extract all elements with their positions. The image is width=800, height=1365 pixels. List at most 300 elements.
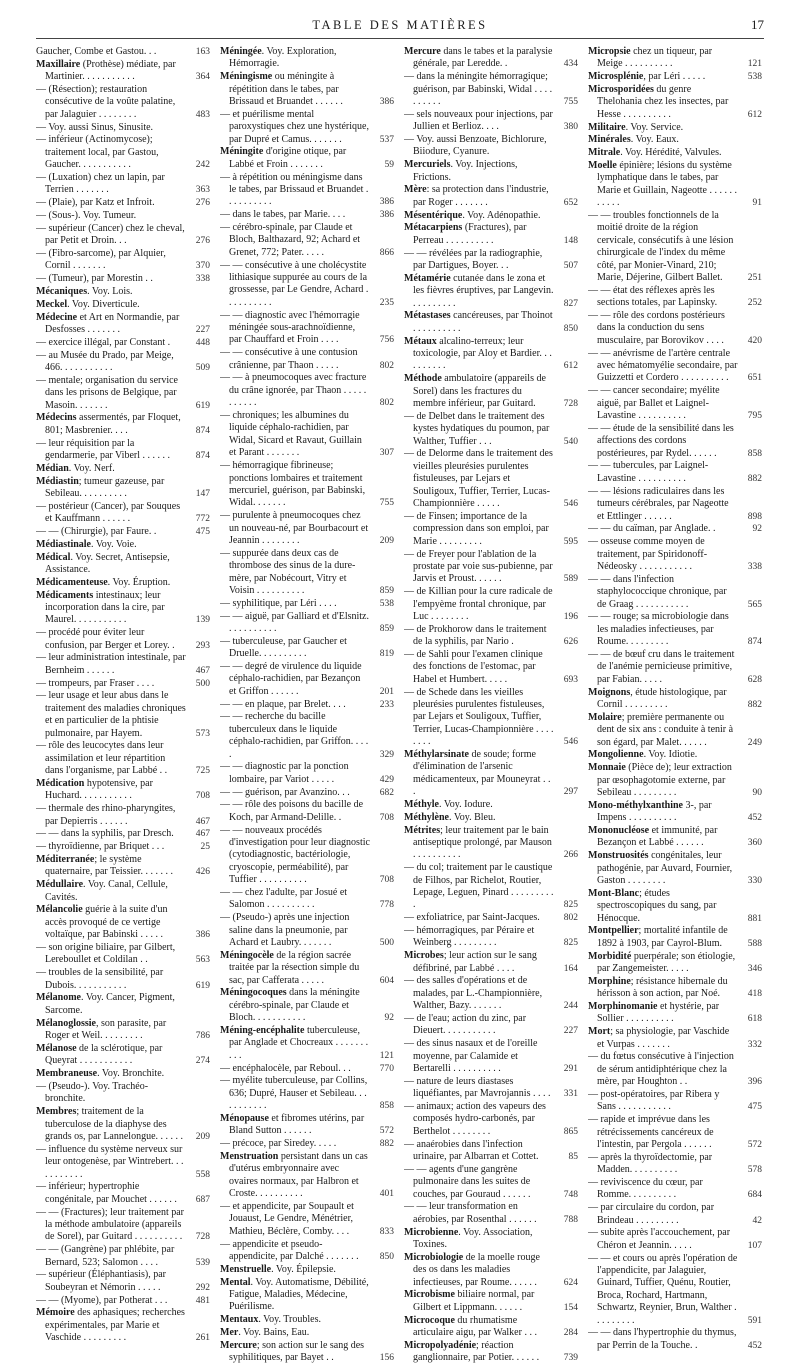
page-reference: 452 [747,1340,762,1351]
index-entry-text: — de Schede dans les vieilles pleurésies purulentes fistuleuses, par Lejars et Souligoux, Tuffier, Terrier, Lucas-Championnière . . . . . . . . [404,686,554,748]
index-entry-text: . Voy. Service. [625,121,684,133]
page-reference: 92 [752,524,762,535]
page-reference: 360 [747,838,762,849]
index-headword: Mort [588,1026,611,1038]
index-columns [36,46,764,1365]
index-entry-text: — des sinus nasaux et de l'oreille moyenne, par Calamide et Bertarelli . . . . . . . . . . [404,1038,538,1075]
index-entry-text: — (Pseudo-) après une injection saline dans la pneumonie, par Achard et Laubry. . . . . . . [220,912,350,948]
index-entry-text: — — aiguë, par Galliard et d'Elsnitz. . . . . . . . . . . [220,610,369,634]
index-entry [36,273,210,285]
index-entry-text: 3-, par Impens . . . . . . . . . . [597,799,712,824]
index-entry-text: — supérieur (Éléphantiasis), par Soubeyran et Némorin . . . . . [36,1269,166,1293]
index-entry-text: — du col; traitement par le caustique de Filhos, par Richelot, Routier, Lepage, Leguen, Pinard . . . . . . . . . . [404,862,554,911]
index-headword: Mer [220,1327,239,1339]
index-headword: Monstruosités [588,850,649,862]
index-entry-text: — postérieur (Cancer), par Souques et Kauffmann . . . . . . [36,500,181,525]
index-entry [36,539,210,551]
index-entry [220,222,394,259]
index-entry [404,109,578,134]
index-entry [220,46,394,71]
index-entry-text: — — nouveaux procédés d'investigation pour leur diagnostic (cytodiagnostic, bactériologie, cryoscopie, perméabilité), par Tuffier . . . . . . . . . . [220,824,370,886]
index-entry [404,1038,578,1075]
index-headword: Méningite [220,146,264,158]
index-entry-text: — de Killian pour la cure radicale de l'empyème frontal chronique, par Luc . . . . . . . . [404,586,553,622]
index-entry [36,678,210,690]
index-entry-text: . Voy. Adénopathie. [462,209,541,221]
page-reference: 651 [747,373,762,384]
page-reference: 284 [563,1328,578,1339]
page-title: TABLE DES MATIÈRES [312,18,488,32]
index-entry [404,975,578,1012]
index-entry [220,71,394,108]
index-entry [36,286,210,298]
page-reference: 833 [379,1226,394,1237]
page-reference: 147 [195,489,210,500]
index-entry [220,1277,394,1314]
index-headword: Membres [36,1106,77,1118]
index-entry [404,825,578,862]
index-entry-text: — (Fibro-sarcome), par Alquier, Cornil . . . . . . . [36,248,166,272]
index-column-1 [36,46,210,1365]
page-reference: 156 [379,1353,394,1364]
index-entry [588,951,762,976]
index-entry-text: de la sclérotique, par Queyrat . . . . . . . . . . . [45,1042,163,1067]
index-entry [588,486,762,523]
index-entry [588,749,762,761]
index-entry-text: chez un tiqueur, par Meige . . . . . . . . . . [597,46,713,70]
page-reference: 881 [747,913,762,924]
page-reference: 546 [563,737,578,748]
index-entry [220,987,394,1024]
page-header [36,14,764,39]
index-entry [404,511,578,548]
index-entry-text: — tuberculeuse, par Gaucher et Druelle. . . . . . . . . . [220,635,347,660]
index-entry-text: — post-opératoires, par Ribera y Sans . . . . . . . . . . . [588,1089,720,1113]
index-entry [220,699,394,711]
index-entry [404,134,578,159]
index-headword: Méningocèle [220,949,274,961]
page-reference: 825 [563,938,578,949]
index-entry-text: cutanée dans le zona et les fièvres éruptives, par Langevin. . . . . . . . . . [413,272,554,309]
index-headword: Mélanoglossie [36,1017,96,1029]
index-headword: Mélanome [36,992,81,1004]
index-entry-text: — Voy. aussi Benzoate, Bichlorure, Biiodure, Cyanure. [404,134,547,158]
page-reference: 858 [379,1101,394,1112]
index-entry-text: — de Finsen; importance de la compression dans son emploi, par Marie . . . . . . . . . [404,510,549,547]
index-entry-text: persistant dans un cas d'utérus embryonnaire avec ovaires normaux, par Halbron et Croste. . . . . . . . . . [229,1151,368,1200]
index-entry-text: du genre Thelohania chez les insectes, par Hesse . . . . . . . . . . [597,84,729,120]
index-entry [588,712,762,749]
index-entry-text: — — étude de la sensibilité dans les affections des cordons postérieures, par Rydel. . . . . . [588,422,734,459]
index-entry-text: — thyroïdienne, par Briquet . . . [36,841,165,853]
page-reference: 139 [195,615,210,626]
index-entry-text: : sa protection dans l'industrie, par Roger . . . . . . . [413,184,549,208]
page-reference: 537 [379,134,394,145]
page-reference: 475 [747,1102,762,1113]
index-headword: Méningocoques [220,987,287,999]
index-entry [220,347,394,372]
index-entry [588,1253,762,1327]
page-reference: 396 [747,1077,762,1088]
index-entry [220,1314,394,1326]
index-headword: Mélancolie [36,904,83,916]
page-reference: 386 [379,97,394,108]
index-entry [588,423,762,460]
index-headword: Méning-encéphalite [220,1025,305,1037]
index-entry [36,690,210,740]
index-headword: Molaire [588,711,622,723]
index-entry-text: ; leur traitement par le bain antiseptique prolongé, par Mauson . . . . . . . . . . [413,824,552,861]
page-reference: 708 [379,812,394,823]
index-entry [36,1018,210,1043]
index-entry [220,209,394,221]
index-headword: Micropolyadénie [404,1339,477,1351]
index-entry-text: de soude; forme d'élimination de l'arsenic médicamenteux, par Mouneyrat . . . [413,748,551,798]
index-entry [220,598,394,610]
page-reference: 500 [379,938,394,948]
index-entry [220,1327,394,1339]
index-entry [588,1001,762,1026]
index-entry-text: . Voy. Lois. [87,286,133,298]
index-entry [588,1327,762,1352]
index-entry [36,1295,210,1307]
index-entry [36,1307,210,1344]
page-reference: 618 [747,1014,762,1025]
index-entry-text: — supérieur (Cancer) chez le cheval, par Petit et Droin. . . [36,222,185,247]
page-reference: 882 [379,1139,394,1150]
page-reference: 363 [195,185,210,196]
index-entry-text: — nature de leurs diastases liquéfiantes, par Mavrojannis . . . . [404,1075,551,1100]
page-reference: 475 [195,527,210,538]
index-entry [404,222,578,247]
index-entry-text: — de l'eau; action du zinc, par Dieuert. . . . . . . . . . . [404,1013,527,1037]
page-reference: 380 [563,122,578,133]
index-entry-text: ; études spectroscopiques du sang, par Hénocque. [597,887,717,924]
index-headword: Ménopause [220,1113,269,1125]
index-entry-text: — (Luxation) chez un lapin, par Terrien . . . . . . . [36,172,165,196]
index-entry [404,1252,578,1289]
index-entry [36,1207,210,1244]
page-reference: 154 [563,1302,578,1313]
index-entry-text: — troubles de la sensibilité, par Dubois. . . . . . . . . . . [36,967,164,991]
index-entry-text: dans le tabes et la paralysie générale, par Leredde. . [413,46,553,70]
index-entry [588,649,762,686]
index-entry-text: — rôle des leucocytes dans leur assimilation et leur répartition dans l'organisme, par Labbé . . [36,740,168,777]
index-entry [220,1151,394,1201]
index-headword: Médecins [36,412,77,424]
index-entry [588,1089,762,1114]
page-reference: 338 [195,274,210,285]
index-entry-text: (Fractures), par Perreau . . . . . . . . . . [413,222,527,246]
index-entry [588,84,762,121]
index-headword: Microcoque [404,1314,455,1326]
index-entry [404,184,578,209]
page-reference: 591 [747,1315,762,1326]
page-reference: 756 [379,335,394,346]
index-entry-text: — — et cours ou après l'opération de l'appendicite, par Jalaguier, Guinard, Tuffier, Quénu, Routier, Broca, Rochard, Hartmann, Schwartz, Reynier, Brun, Walther . . . . . . . . . [588,1252,738,1326]
index-entry [220,787,394,799]
index-headword: Médicaments [36,589,94,601]
index-entry-text: — — (Chirurgie), par Faure. . [36,526,157,538]
index-entry [220,799,394,824]
index-entry [36,1269,210,1294]
index-entry-text: — animaux; action des vapeurs des composés hydro-carbonés, par Berthelot . . . . . . . . [404,1101,546,1137]
index-entry-text: — — rôle des poisons du bacille de Koch, par Armand-Delille. . [220,799,364,823]
index-entry-text: — purulente à pneumocoques chez un nouveau-né, par Bourbacourt et Jeannin . . . . . . . . [220,510,369,546]
index-entry-text: — — cancer secondaire; myélite aiguë, par Ballet et Laignel-Lavastine . . . . . . . . . . [588,385,720,422]
index-entry-text: — myélite tuberculeuse, par Collins, 636; Dupré, Hauser et Sebileau. . . . . . . . . . . [220,1075,368,1112]
page-reference: 293 [195,640,210,651]
index-entry-text: guérie à la suite d'un accès provoqué de ce vertige voltaïque, par Babinski . . . . . [45,904,168,941]
index-entry-text: — syphilitique, par Léri . . . . [220,597,337,609]
index-entry-text: — — de bœuf cru dans le traitement de l'anémie pernicieuse primitive, par Fabian. . . . . [588,648,735,685]
page-reference: 850 [379,1252,394,1263]
index-entry-text: — hémorragique fibrineuse; ponctions lombaires et traitement mercuriel, guérison, par Babinski, Widal. . . . . . . [220,460,366,509]
index-entry-text: — — dans l'hypertrophie du thymus, par Perrin de la Touche. . [588,1327,737,1351]
page-reference: 725 [195,766,210,777]
index-entry [588,1026,762,1051]
index-headword: Morbidité [588,950,632,962]
page-reference: 209 [195,1131,210,1142]
page-reference: 338 [747,561,762,572]
index-entry [220,1113,394,1138]
index-headword: Médiastinale [36,538,91,550]
page-reference: 42 [752,1215,762,1226]
index-entry [404,1139,578,1164]
index-entry-text: — de Freyer pour l'ablation de la prostate par voie sus-pubienne, par Jarvis et Proust. . . . . . [404,548,553,585]
index-entry [220,372,394,409]
page-reference: 693 [563,674,578,685]
page-reference: 595 [563,536,578,547]
index-entry-text: ou méningite à répétition dans le tabes, par Brissaud et Bruandet . . . . . . [229,71,343,108]
index-entry-text: . Voy. Automatisme, Débilité, Fatigue, Maladies, Médecine, Puérilisme. [229,1276,369,1313]
page-reference: 778 [379,900,394,911]
page-reference: 626 [563,637,578,648]
index-entry-text: — par circulaire du cordon, par Brindeau . . . . . . . . . [588,1202,715,1226]
index-entry [588,1177,762,1202]
index-entry [36,904,210,941]
index-entry-text: . Voy. Bronchite. [97,1068,165,1080]
index-entry-text: — procédé pour éviter leur confusion, par Berger et Lorey. . [36,627,175,651]
page-reference: 748 [563,1189,578,1200]
index-entry-text: — — chez l'adulte, par Josué et Salomon . . . . . . . . . . [220,886,348,911]
index-entry-text: des aphasiques; recherches expérimentales, par Marie et Vaschide . . . . . . . . . [45,1307,185,1344]
index-entry [36,1043,210,1068]
index-entry-text: de la moelle rouge des os dans les maladies infectieuses, par Roume. . . . . . [413,1251,540,1288]
index-entry [588,825,762,850]
index-entry [36,84,210,121]
index-entry [220,1025,394,1062]
index-entry-text: et fibromes utérins, par Bland Sutton . . . . . . [229,1113,365,1137]
index-entry [36,412,210,437]
index-entry-text: ambulatoire (appareils de Sorel) dans les fractures du membre inférieur, par Guitard. [413,373,546,410]
page-reference: 819 [379,649,394,660]
index-headword: Mercure [404,46,441,57]
index-entry [36,967,210,992]
page-reference: 850 [563,323,578,334]
index-entry [220,1075,394,1112]
index-entry-text: et immunité, par Bezançon et Labbé . . . . . . [597,824,718,849]
index-entry-text: — appendicite et pseudo-appendicite, par Dalché . . . . . . . [220,1238,359,1263]
page-reference: 802 [379,360,394,371]
page-reference: 589 [563,574,578,585]
index-entry-text: tuberculeuse, par Anglade et Chocreaux . . . . . . . . . . [229,1025,369,1061]
index-entry-text: dans la méningite cérébro-spinale, par Claude et Bloch. . . . . . . . . . . [229,987,360,1024]
index-entry [220,636,394,661]
index-entry-text: . Voy. Épilepsie. [271,1263,336,1275]
index-entry [36,197,210,209]
index-entry-text: d'origine otique, par Labbé et Froin . . . . . . . [229,146,347,170]
index-entry [404,210,578,222]
index-entry-text: . Voy. Exploration, Hémorragie. [229,46,337,70]
index-entry-text: ; tumeur gazeuse, par Sebileau. . . . . . . . . . [45,475,165,500]
index-entry-text: ; sa physiologie, par Vaschide et Vurpas . . . . . . . [597,1026,730,1050]
index-entry [36,438,210,463]
page-reference: 332 [747,1039,762,1050]
index-entry-text: et Art en Normandie, par Desfosses . . . . . . . [45,311,180,336]
page-reference: 509 [195,363,210,374]
index-entry-text: — (Pseudo-). Voy. Trachéo-bronchite. [36,1080,149,1105]
index-entry-text: congénitales, leur pathogénie, par Auvard, Fournier, Gaston . . . . . . . . [597,850,733,886]
index-entry-text: — dans le tabes, par Marie. . . . [220,209,346,221]
index-entry-text: , par Léri . . . . . [643,71,706,83]
page-reference: 788 [563,1214,578,1225]
index-entry [404,1227,578,1252]
page-reference: 196 [563,611,578,622]
page-reference: 563 [195,955,210,966]
index-entry [404,273,578,310]
index-entry-text: — leur usage et leur abus dans le traitement des maladies chroniques et en particulier de la phtisie pulmonaire, par Hayem. [36,690,186,739]
index-entry [36,828,210,840]
index-entry [404,1076,578,1101]
index-headword: Microbienne [404,1226,459,1238]
index-entry [404,950,578,975]
index-headword: Moignons [588,686,631,698]
index-entry [220,1264,394,1276]
index-entry-text: — — rouge; sa microbiologie dans les maladies infectieuses, par Roume. . . . . . . . . [588,611,729,648]
index-entry [404,1289,578,1314]
index-entry [220,146,394,171]
index-entry-text: . Voy. Troubles. [258,1314,321,1326]
page-reference: 386 [379,210,394,221]
page-reference: 728 [195,1232,210,1243]
index-headword: Mononucléose [588,824,650,836]
index-entry-text: — des salles d'opérations et de malades, par L.-Championnière, Walther, Bazy. . . . . . . [404,975,543,1012]
index-entry [588,147,762,159]
index-entry-text: — — à pneumocoques avec fracture du crâne ignorée, par Thaon . . . . . . . . . . . [220,372,367,409]
page-reference: 370 [195,261,210,272]
index-entry [36,552,210,577]
index-entry-text: — — (Fractures); leur traitement par la méthode ambulatoire (appareils de Sorel), par Guitard . . . . . . . . . . [36,1206,184,1243]
index-entry-text: — trompeurs, par Fraser . . . . [36,677,155,689]
index-entry [588,762,762,799]
index-headword: Microbiologie [404,1251,464,1263]
page-reference: 266 [563,850,578,861]
index-headword: Mère [404,184,427,196]
index-entry [36,463,210,475]
index-entry [404,812,578,824]
index-entry [36,1181,210,1206]
index-headword: Médullaire [36,879,84,891]
index-entry-text: — à répétition ou méningisme dans le tabes, par Brissaud et Bruandet . . . . . . . . . . [220,171,369,208]
index-entry-text: — du fœtus consécutive à l'injection de sérum antidiphtérique chez la mère, par Houghton . . [588,1051,734,1088]
page-reference: 538 [379,598,394,609]
index-entry-text: — suppurée dans deux cas de thrombose des sinus de la dure-mère, par Nobécourt, Vitry et Voisin . . . . . . . . . . [220,547,356,596]
index-entry [36,526,210,538]
page-reference: 121 [379,1050,394,1061]
page-reference: 249 [747,737,762,748]
page-reference: 624 [563,1277,578,1288]
page-reference: 330 [747,875,762,886]
page-reference: 572 [379,1126,394,1137]
index-entry-text: . Voy. Secret, Antisepsie, Assistance. [45,551,170,576]
index-entry-text: — son origine biliaire, par Gilbert, Lereboullet et Coldilan . . [36,942,176,966]
page-reference: 858 [747,448,762,459]
index-entry [36,652,210,677]
index-entry [36,248,210,273]
index-entry-text: ; réaction ganglionnaire, par Potier. . . . . . [413,1339,540,1364]
index-entry [36,59,210,84]
index-entry-text: , étude histologique, par Cornil . . . . . . . . . [597,686,727,710]
index-entry-text: — inférieur; hypertrophie congénitale, par Mouchet . . . . . . [36,1181,177,1205]
index-headword: Métrites [404,824,441,836]
index-entry [404,1340,578,1365]
index-entry-text: — — tubercules, par Laignel-Lavastine . . . . . . . . . . [588,460,709,484]
index-entry-text: — — diagnostic avec l'hémorragie méningée sous-arachnoïdienne, par Chauffard et Froin . . . . [220,309,360,346]
index-entry-text: puerpérale; son étiologie, par Zangemeister. . . . . [597,950,736,974]
index-entry-text: — — anévrisme de l'artère centrale avec hématomyélie secondaire, par Guizzetti et Cordero . . . . . . . . . . [588,347,738,384]
page-reference: 865 [563,1126,578,1137]
index-headword: Moelle [588,160,617,171]
page-reference: 121 [747,59,762,70]
index-headword: Métacarpiens [404,222,463,234]
page-reference: 244 [563,1001,578,1012]
index-entry [404,649,578,686]
index-entry [36,223,210,248]
page-reference: 386 [379,197,394,208]
index-entry-text: — dans la méningite hémorragique; guérison, par Babinski, Widal . . . . . . . . . . [404,71,553,108]
page-reference: 882 [747,699,762,710]
page-reference: 164 [563,963,578,974]
index-entry-text: — osseuse comme moyen de traitement, par Spiridonoff-Nédeosky . . . . . . . . . . . [588,536,708,572]
page-reference: 802 [563,913,578,924]
index-entry [588,122,762,134]
index-entry [220,460,394,510]
page-reference: 859 [379,623,394,634]
page-reference: 739 [563,1353,578,1364]
index-entry-text: — anaérobies dans l'infection urinaire, par Albarran et Cottet. [404,1138,539,1163]
index-entry [220,172,394,209]
index-headword: Militaire [588,121,626,133]
page-reference: 578 [747,1165,762,1176]
index-entry-text: — de Delorme dans le traitement des vieilles pleurésies purulentes fistuleuses, par Lejars et Souligoux, Tuffier, Terrier, Lucas-Championnière . . . . . [404,448,553,510]
index-entry [220,1063,394,1075]
index-entry [36,46,210,58]
page-reference: 233 [379,699,394,710]
page-reference: 770 [379,1063,394,1074]
index-entry-text: . Voy. Bains, Eau. [238,1327,310,1339]
index-headword: Membraneuse [36,1068,98,1080]
index-entry-text: alcalino-terreux; leur toxicologie, par Aloy et Bardier. . . . . . . . . . [413,335,552,372]
page-reference: 331 [563,1089,578,1100]
index-entry-text: — thermale des rhino-pharyngites, par Depierris . . . . . . [36,803,176,827]
page-reference: 452 [747,813,762,824]
index-entry-text: . Voy. Idiotie. [643,749,698,761]
page-reference: 401 [379,1189,394,1200]
index-entry-text: ; le système quaternaire, par Teissier. . . . . . . [45,854,173,878]
index-entry-text: — exercice illégal, par Constant . [36,336,171,348]
page-reference: 652 [563,197,578,208]
